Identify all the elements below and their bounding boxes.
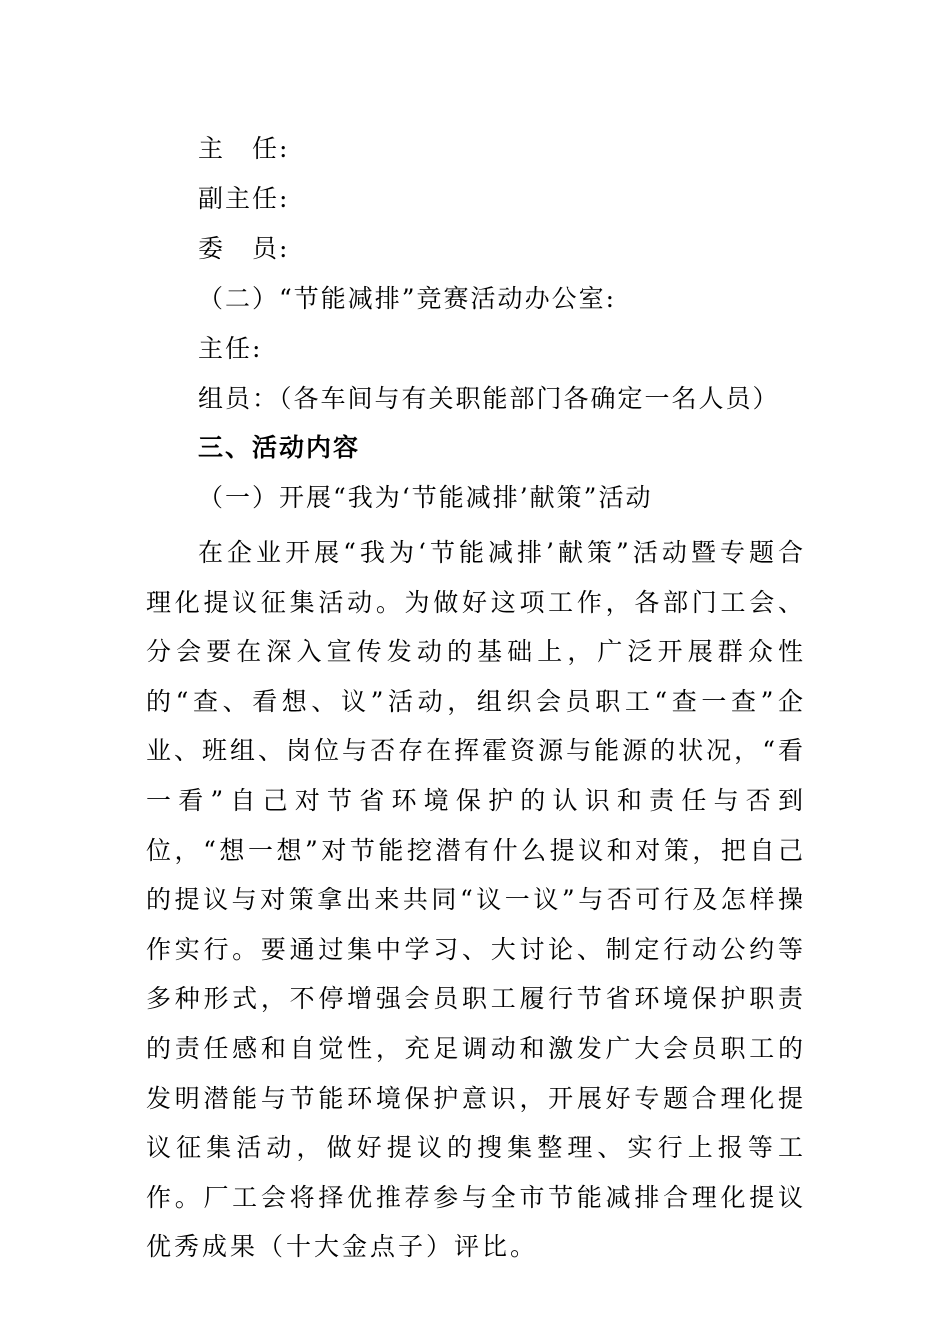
- member-role-director: 主 任:: [198, 134, 290, 163]
- office-member-director: 主任:: [198, 334, 263, 363]
- body-paragraph: 在企业开展“我为‘节能减排’献策”活动暨专题合理化提议征集活动。为做好这项工作，各部门工会、分会要在深入宣传发动的基础上，广泛开展群众性的“查、看想、议”活动，组织会员职工“查一查”企业、班组、岗位与否存在挥霍资源与能源的状况，“看一看”自己对节省环境保护的认识和责任与否到位，“想一想”对节能挖潜有什么提议和对策，把自己的提议与对策拿出来共同“议一议”与否可行及怎样操作实行。要通过集中学习、大讨论、制定行动公约等多种形式，不停增强会员职工履行节省环境保护职责的责任感和自觉性，充足调动和激发广大会员职工的发明潜能与节能环境保护意识，开展好专题合理化提议征集活动，做好提议的搜集整理、实行上报等工作。厂工会将择优推荐参与全市节能减排合理化提议优秀成果（十大金点子）评比。: [146, 538, 806, 1262]
- member-role-committee: 委 员:: [198, 234, 290, 263]
- office-member-staff: 组员：（各车间与有关职能部门各确定一名人员）: [198, 384, 780, 413]
- office-heading: （二）“节能减排”竞赛活动办公室:: [198, 284, 616, 313]
- section-heading: 三、活动内容: [198, 433, 361, 462]
- subsection-heading: （一）开展“我为‘节能减排’献策”活动: [198, 483, 653, 512]
- member-role-deputy-director: 副主任:: [198, 184, 290, 213]
